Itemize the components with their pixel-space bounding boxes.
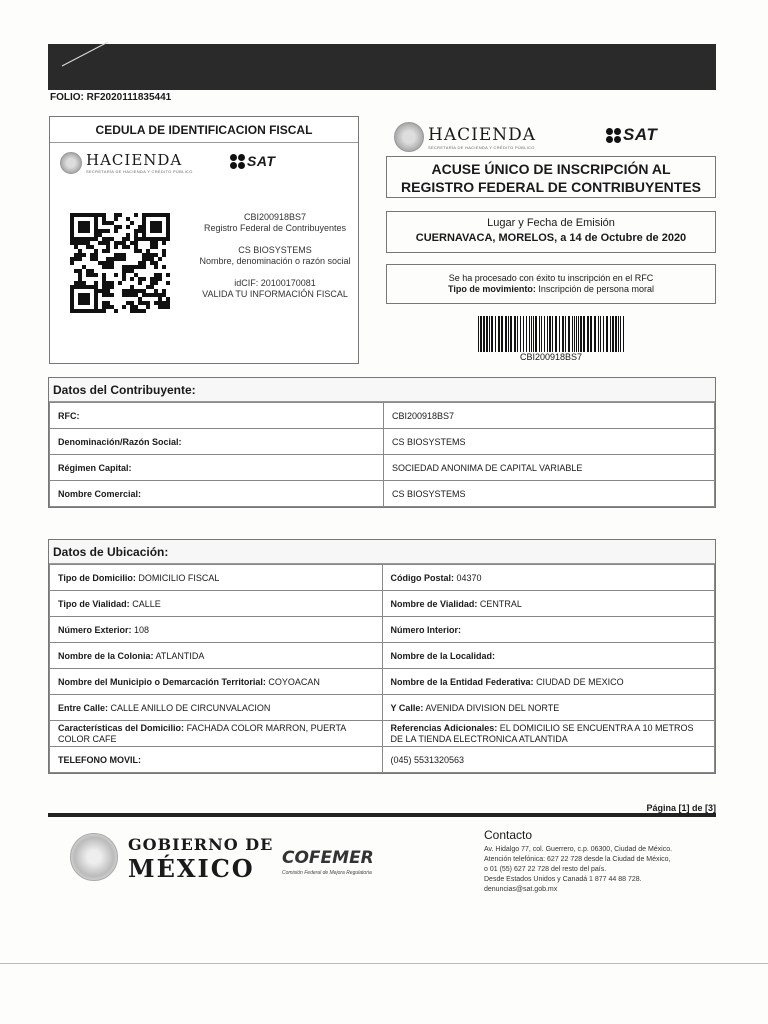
location-cell: [382, 565, 715, 591]
cedula-info: [195, 212, 355, 300]
escudo-nacional-icon: [70, 833, 118, 881]
row-label: RFC:: [50, 403, 384, 429]
table-row: [50, 429, 715, 455]
cell-label: Y Calle:: [390, 702, 424, 713]
table-row: [50, 565, 715, 591]
cell-label: Características del Domicilio:: [58, 722, 185, 733]
scanned-header-band: [48, 44, 716, 90]
lugar-label: Lugar y Fecha de Emisión: [487, 217, 615, 229]
qr-code: [70, 213, 170, 313]
cell-label: TELEFONO MOVIL:: [58, 754, 141, 765]
cofemer-subtitle: Comisión Federal de Mejora Regulatoria: [282, 870, 372, 876]
contacto-line: Atención telefónica: 627 22 728 desde la Ciudad de México,: [484, 856, 671, 863]
procesado-box: [386, 264, 716, 304]
cell-value: EL DOMICILIO SE ENCUENTRA A 10 METROS DE LA TIENDA ELECTRONICA ATLANTIDA: [390, 722, 694, 744]
contacto-email[interactable]: denuncias@sat.gob.mx: [484, 886, 558, 893]
hacienda-logo-header: [394, 122, 536, 152]
rfc-value: CBI200918BS7: [243, 212, 307, 222]
cell-value: CENTRAL: [479, 598, 522, 609]
table-row: [50, 643, 715, 669]
contacto-details: [484, 845, 716, 895]
cell-value: AVENIDA DIVISION DEL NORTE: [425, 702, 560, 713]
row-value: CBI200918BS7: [384, 403, 715, 429]
table-row: [50, 455, 715, 481]
hacienda-subtitle: SECRETARÍA DE HACIENDA Y CRÉDITO PÚBLICO: [86, 169, 193, 174]
cell-label: Tipo de Vialidad:: [58, 598, 130, 609]
acuse-line2: REGISTRO FEDERAL DE CONTRIBUYENTES: [401, 179, 701, 195]
row-label: Nombre Comercial:: [50, 481, 384, 507]
location-cell: [382, 721, 715, 747]
cedula-title: CEDULA DE IDENTIFICACION FISCAL: [50, 117, 358, 143]
table-row: [50, 481, 715, 507]
table-row: [50, 747, 715, 773]
location-cell: [382, 669, 715, 695]
idcif: idCIF: 20100170081: [234, 278, 316, 288]
cell-value: (045) 5531320563: [390, 754, 465, 765]
page-edge-line: [0, 963, 768, 964]
location-cell: [382, 695, 715, 721]
row-value: CS BIOSYSTEMS: [384, 429, 715, 455]
barcode: [478, 316, 624, 352]
sat-wordmark: SAT: [247, 153, 276, 169]
cell-value: CIUDAD DE MEXICO: [536, 676, 624, 687]
table-row: [50, 403, 715, 429]
procesado-text: Se ha procesado con éxito tu inscripción en el RFC: [448, 273, 654, 283]
cell-label: Nombre de la Entidad Federativa:: [390, 676, 534, 687]
contacto-title: Contacto: [484, 828, 533, 842]
hacienda-wordmark: HACIENDA: [428, 124, 537, 145]
cell-label: Nombre del Municipio o Demarcación Territorial:: [58, 676, 266, 687]
location-cell: [382, 591, 715, 617]
cell-label: Nombre de la Colonia:: [58, 650, 154, 661]
location-cell: [382, 617, 715, 643]
cell-label: Número Interior:: [390, 624, 462, 635]
hacienda-subtitle: SECRETARÍA DE HACIENDA Y CRÉDITO PÚBLICO: [428, 144, 535, 150]
rfc-caption: Registro Federal de Contribuyentes: [203, 223, 347, 233]
cell-label: Entre Calle:: [58, 702, 109, 713]
tipo-movimiento-label: Tipo de movimiento:: [448, 284, 536, 294]
valida-text: VALIDA TU INFORMACIÓN FISCAL: [202, 289, 348, 299]
pen-mark: [60, 40, 110, 70]
cell-label: Tipo de Domicilio:: [58, 572, 136, 583]
acuse-title: [386, 156, 716, 198]
cofemer-logo: COFEMER: [282, 848, 374, 868]
cell-value: CALLE ANILLO DE CIRCUNVALACION: [110, 702, 271, 713]
contacto-line: Av. Hidalgo 77, col. Guerrero, c.p. 06300, Ciudad de México.: [484, 846, 673, 853]
folio-number: FOLIO: RF2020111835441: [50, 92, 172, 103]
cell-label: Número Exterior:: [58, 624, 132, 635]
name-caption: Nombre, denominación o razón social: [199, 256, 351, 266]
cell-value: 04370: [456, 572, 482, 583]
sat-dots-icon: [606, 128, 621, 143]
row-value: SOCIEDAD ANONIMA DE CAPITAL VARIABLE: [384, 455, 715, 481]
row-label: Denominación/Razón Social:: [50, 429, 384, 455]
ubicacion-title: Datos de Ubicación:: [49, 540, 715, 564]
location-cell: [50, 591, 383, 617]
cell-label: Nombre de la Localidad:: [390, 650, 496, 661]
contacto-line: Desde Estados Unidos y Canadá 1 877 44 88 728.: [484, 876, 642, 883]
table-row: [50, 617, 715, 643]
location-cell: [50, 617, 383, 643]
row-value: CS BIOSYSTEMS: [384, 481, 715, 507]
gobierno-line1: GOBIERNO DE: [128, 835, 274, 854]
hacienda-logo: [60, 151, 193, 174]
cell-label: Código Postal:: [390, 572, 454, 583]
table-row: [50, 669, 715, 695]
sat-logo-header: [606, 125, 657, 145]
cell-value: FACHADA COLOR MARRON, PUERTA COLOR CAFE: [58, 722, 346, 744]
cell-value: CALLE: [132, 598, 161, 609]
tipo-movimiento-value: Inscripción de persona moral: [538, 284, 654, 294]
cell-label: Nombre de Vialidad:: [390, 598, 478, 609]
gobierno-line2: MÉXICO: [128, 854, 255, 883]
location-cell: [382, 747, 715, 773]
acuse-line1: ACUSE ÚNICO DE INSCRIPCIÓN AL: [431, 161, 671, 177]
location-cell: [50, 695, 383, 721]
cell-value: 108: [134, 624, 150, 635]
location-cell: [50, 747, 383, 773]
cell-label: Referencias Adicionales:: [390, 722, 498, 733]
lugar-fecha-box: [386, 211, 716, 253]
footer-rule: [48, 813, 716, 817]
cedula-identificacion-fiscal: [49, 116, 359, 364]
location-cell: [50, 721, 383, 747]
cell-value: COYOACAN: [268, 676, 320, 687]
sat-wordmark: SAT: [623, 125, 658, 144]
taxpayer-name: CS BIOSYSTEMS: [238, 245, 312, 255]
cell-value: DOMICILIO FISCAL: [138, 572, 220, 583]
cell-value: ATLANTIDA: [155, 650, 205, 661]
location-cell: [50, 643, 383, 669]
table-row: [50, 721, 715, 747]
barcode-label: CBI200918BS7: [519, 352, 583, 362]
contribuyente-title: Datos del Contribuyente:: [49, 378, 715, 402]
location-cell: [50, 669, 383, 695]
sat-dots-icon: [230, 154, 245, 169]
page-number: Página [1] de [3]: [646, 803, 716, 813]
mexico-seal-icon: [394, 122, 424, 152]
location-cell: [50, 565, 383, 591]
sat-logo: [230, 153, 275, 169]
location-cell: [382, 643, 715, 669]
row-label: Régimen Capital:: [50, 455, 384, 481]
gobierno-mexico-logo: [70, 833, 273, 881]
contacto-line: o 01 (55) 627 22 728 del resto del país.: [484, 866, 607, 873]
hacienda-wordmark: HACIENDA: [86, 151, 183, 169]
table-row: [50, 591, 715, 617]
lugar-value: CUERNAVACA, MORELOS, a 14 de Octubre de 2020: [415, 232, 687, 244]
datos-contribuyente: [48, 377, 716, 508]
mexico-seal-icon: [60, 152, 82, 174]
datos-ubicacion: [48, 539, 716, 774]
table-row: [50, 695, 715, 721]
